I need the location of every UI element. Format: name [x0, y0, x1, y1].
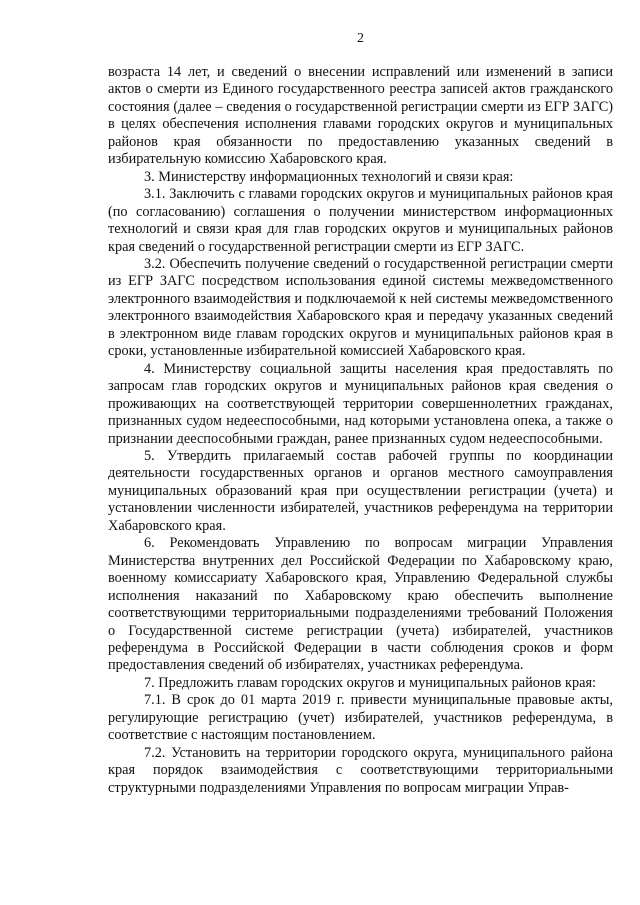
paragraph-item-7-1: 7.1. В срок до 01 марта 2019 г. привести муниципальные правовые акты, регулирующие регистрацию (учет) избирателей, участников референдума, в соответствие с настоящим постановлением. — [108, 692, 613, 744]
document-page — [108, 30, 613, 797]
paragraph-item-3-2: 3.2. Обеспечить получение сведений о государственной регистрации смерти из ЕГР ЗАГС посредством использования единой системы межведомственного электронного взаимодействия и подключаемой к ней системы межведомственного электронного взаимодействия Хабаровского края и передачу указанных сведений в электронном виде главам городских округов и муниципальных районов края в сроки, установленные избирательной комиссией Хабаровского края. — [108, 255, 613, 360]
paragraph-item-7: 7. Предложить главам городских округов и муниципальных районов края: — [144, 674, 596, 691]
paragraph-item-4: 4. Министерству социальной защиты населения края предоставлять по запросам глав городских округов и муниципальных районов края сведения о проживающих на соответствующей территории совершеннолетних гражданах, признанных судом недееспособными, над которыми установлена опека, а также о признании дееспособными граждан, ранее признанных судом недееспособными. — [108, 360, 613, 447]
paragraph-item-3: 3. Министерству информационных технологий и связи края: — [144, 168, 514, 185]
page-number: 2 — [357, 31, 364, 46]
paragraph-item-3-1: 3.1. Заключить с главами городских округов и муниципальных районов края (по согласованию) соглашения о получении министерством информационных технологий и связи края для глав городских округов и муниципальных районов края сведений о государственной регистрации смерти из ЕГР ЗАГС. — [108, 186, 613, 255]
paragraph-continuation: возраста 14 лет, и сведений о внесении исправлений или изменений в записи актов о смерти из Единого государственного реестра записей актов гражданского состояния (далее – сведения о государственной регистрации смерти из ЕГР ЗАГС) в целях обеспечения исполнения главами городских округов и муниципальных районов края обязанности по предоставлению указанных сведений в избирательную комиссию Хабаровского края. — [108, 64, 613, 168]
paragraph-item-7-2: 7.2. Установить на территории городского округа, муниципального района края порядок взаимодействия с соответствующими территориальными структурными подразделениями Управления по вопросам миграции Управ- — [108, 744, 613, 796]
paragraph-item-5: 5. Утвердить прилагаемый состав рабочей группы по координации деятельности государственных органов и органов местного самоуправления муниципальных образований края при осуществлении регистрации (учета) и установлении численности избирателей, участников референдума на территории Хабаровского края. — [108, 447, 613, 534]
paragraph-item-6: 6. Рекомендовать Управлению по вопросам миграции Управления Министерства внутренних дел Российской Федерации по Хабаровскому краю, военному комиссариату Хабаровского края, Управлению Федеральной службы исполнения наказаний по Хабаровскому краю обеспечить выполнение соответствующими территориальными подразделениями требований Положения о Государственной системе регистрации (учета) избирателей, участников референдума в Российской Федерации в части соблюдения сроков и форм предоставления сведений об избирателях, участниках референдума. — [108, 535, 613, 674]
